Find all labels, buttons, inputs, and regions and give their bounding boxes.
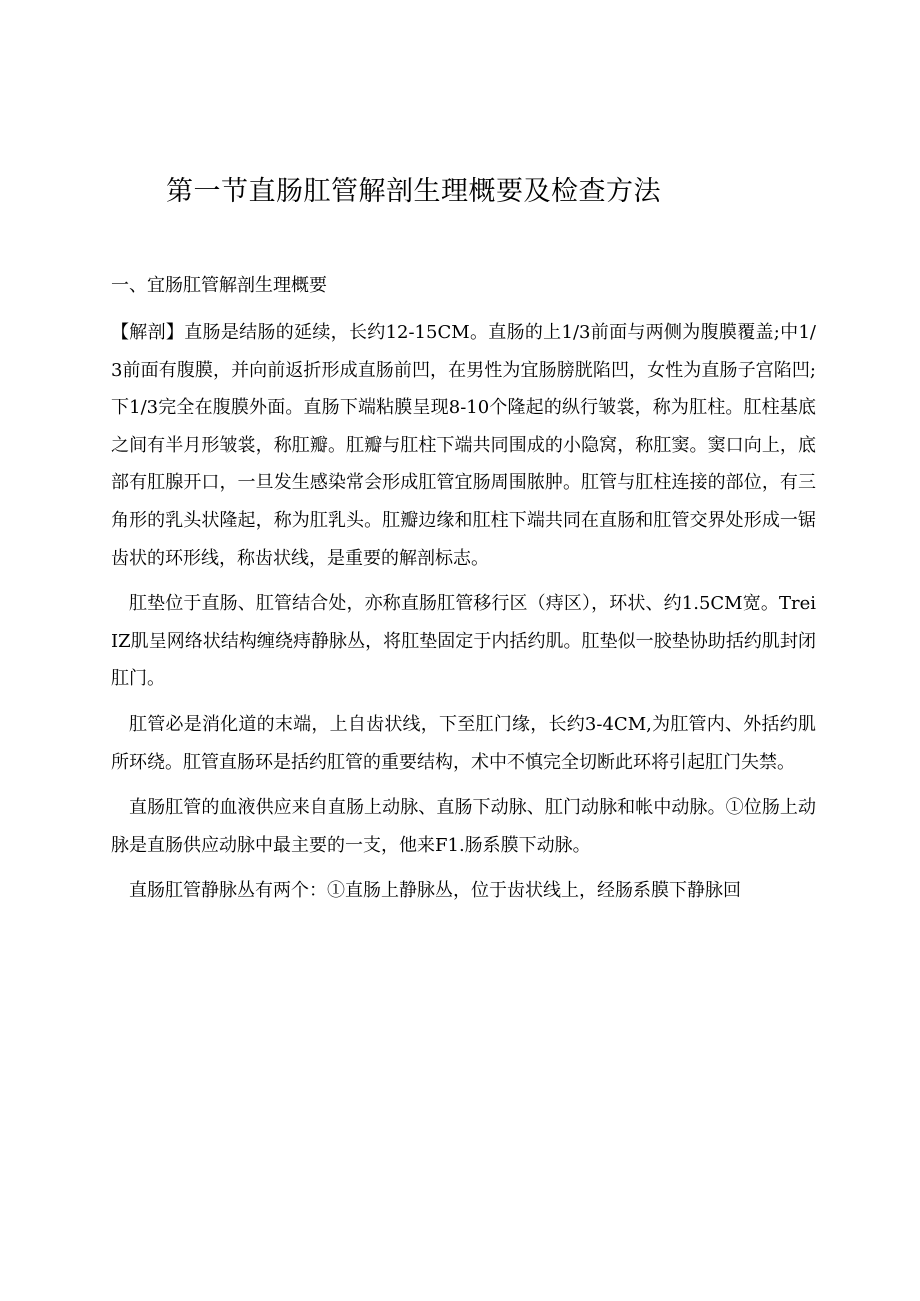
paragraph-anal-canal: 肛管必是消化道的末端，上自齿状线，下至肛门缘，长约3-4CM,为肛管内、外括约肌所环绕。肛管直肠环是括约肛管的重要结构，术中不慎完全切断此环将引起肛门失禁。 [111,713,816,773]
paragraph-venous-plexus: 直肠肛管静脉丛有两个：①直肠上静脉丛，位于齿状线上，经肠系膜下静脉回 [129,880,741,902]
document-body [111,314,816,918]
section-heading: 一、宜肠肛管解剖生理概要 [111,275,327,296]
page-title: 第一节直肠肛管解剖生理概要及检查方法 [166,176,661,207]
paragraph-blood-supply: 直肠肛管的血液供应来自直肠上动脉、直肠下动脉、肛门动脉和帐中动脉。①位肠上动脉是直肠供应动脉中最主要的一支，他来F1.肠系膜下动脉。 [111,797,816,856]
paragraph-anatomy: 【解剖】直肠是结肠的延续，长约12-15CM。直肠的上1/3前面与两侧为腹膜覆盖;中1/3前面有腹膜，并向前返折形成直肠前凹，在男性为宜肠膀胱陷凹，女性为直肠子宫陷凹;下1/3完全在腹膜外面。直肠下端粘膜呈现8-10个隆起的纵行皱裳，称为肛柱。肛柱基底之间有半月形皱裳，称肛瓣。肛瓣与肛柱下端共同围成的小隐窝，称肛窦。窦口向上，底部有肛腺开口，一旦发生感染常会形成肛管宜肠周围脓肿。肛管与肛柱连接的部位，有三角形的乳头状隆起，称为肛乳头。肛瓣边缘和肛柱下端共同在直肠和肛管交界处形成一锯齿状的环形线，称齿状线，是重要的解剖标志。 [111,322,816,569]
paragraph-anal-cushion: 肛垫位于直肠、肛管结合处，亦称直肠肛管移行区（痔区），环状、约1.5CM宽。TreiIZ肌呈网络状结构缠绕痔静脉丛，将肛垫固定于内括约肌。肛垫似一胶垫协助括约肌封闭肛门。 [111,593,816,690]
